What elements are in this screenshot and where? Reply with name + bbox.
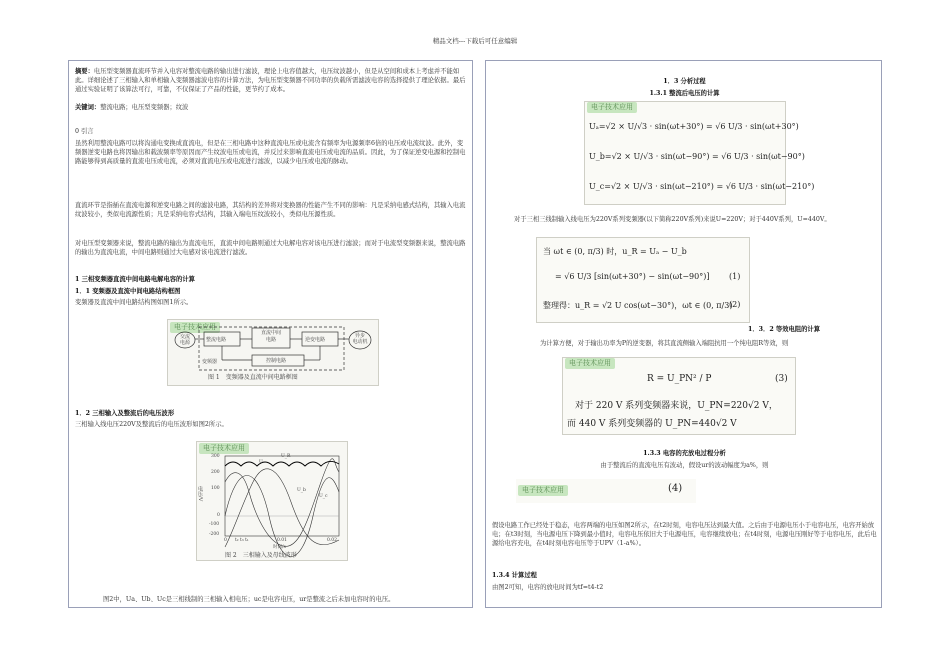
y-tick-200: 200 bbox=[211, 470, 220, 475]
equation-block-b bbox=[536, 237, 750, 323]
equation-3: R = U_PN² / P bbox=[647, 374, 712, 384]
keywords-label: 关键词： bbox=[75, 104, 101, 111]
equation-c-watermark: 电子技术应用 bbox=[565, 358, 615, 369]
equation-2-number: (2) bbox=[729, 300, 741, 309]
motor-label: 异步 电动机 bbox=[352, 333, 368, 345]
ac-source-label: 交流 电源 bbox=[179, 334, 190, 346]
y-tick-neg200: -200 bbox=[209, 532, 220, 537]
section-0-paragraph-3: 对电压型变频器来说，整流电路的输出为直流电压，直流中间电路则通过大电解电容对该电压进行滤波；而对于电流型变频器来说，整流电路的输出为直流电流，中间电路则通过大电感对该电流进行滤波。 bbox=[75, 240, 466, 256]
figure-1-caption: 图 1 变频器及直流中间电路框图 bbox=[208, 374, 298, 381]
y-tick-neg100: -100 bbox=[209, 522, 220, 527]
y-tick-100: 100 bbox=[211, 486, 220, 491]
section-0-paragraph-2: 直流环节是指插在直流电源和逆变电路之间的滤波电路，其结构的差异将对变换器的性能产生不同的影响：凡是采纳电感式结构，其输入电流纹波较小，类似电流源性质；凡是采纳电容式结构，其输入端电压纹波较小，类似电压源性质。 bbox=[75, 202, 466, 218]
x-tick-t: t₂ t₃ t₁ bbox=[235, 538, 249, 543]
equation-upn-440: 而 440 V 系列变频器的 U_PN=440√2 V bbox=[567, 419, 737, 429]
x-tick-001: 0.01 bbox=[277, 538, 288, 543]
keywords-text: 整流电路；电压型变频器；纹波 bbox=[100, 104, 189, 111]
section-1-3-3-text: 由于整流后的直流电压有波动，假设ur的波动幅度为a%，则 bbox=[600, 462, 769, 469]
phase-c-curve bbox=[225, 459, 339, 547]
section-1-2-text: 三相输入线电压220V及整流后的电压波形如图2所示。 bbox=[75, 421, 228, 428]
figure-1-block-diagram bbox=[167, 319, 379, 386]
right-column bbox=[485, 60, 882, 608]
label-ub: U_b bbox=[297, 488, 306, 493]
equation-condition: 当 ωt ∈ (0, π/3) 时，u_R = Uₐ − U_b bbox=[543, 247, 687, 256]
section-1-3-3-title: 1.3.3 电容的充放电过程分析 bbox=[643, 450, 726, 457]
rectified-curve bbox=[225, 461, 339, 466]
left-column bbox=[68, 60, 473, 608]
equation-4-number: (4) bbox=[668, 483, 683, 494]
control-label: 控制电路 bbox=[266, 358, 287, 364]
figure-2-ylabel: 电压/V bbox=[197, 486, 203, 502]
label-ur: U_R bbox=[281, 454, 291, 459]
equation-3-number: (3) bbox=[775, 374, 788, 384]
figure-1-watermark: 电子技术应用 bbox=[170, 322, 220, 333]
x-tick-0: 0 bbox=[224, 538, 227, 543]
section-1-3-3-paragraph-2: 假设电路工作已经处于稳态，电容两端的电压如图2所示，在t2时刻，电容电压达到最大值。之后由于电源电压小于电容电压，电容开始放电；在t3时刻，当电源电压下降到最小值时，电容电压依旧大于电源电压，电容继续放电；在t4时刻，电源电压刚好等于电容电压，此后电源给电容充电，在t4时刻电容电压等于UPV（1-a%）。 bbox=[492, 522, 877, 547]
section-0-title: 0 引言 bbox=[75, 128, 94, 135]
section-1-3-1-title: 1.3.1 整流后电压的计算 bbox=[649, 90, 720, 97]
section-1-1-title: 1．1 变频器及直流中间电路结构框图 bbox=[75, 288, 181, 295]
y-tick-0: 0 bbox=[217, 513, 220, 518]
equation-a-watermark: 电子技术应用 bbox=[587, 102, 637, 113]
equation-upn-220: 对于 220 V 系列变频器来说，U_PN=220√2 V， bbox=[575, 401, 778, 411]
abstract-paragraph bbox=[75, 67, 467, 94]
section-1-1-text: 变频器及直流中间电路结构图如图1所示。 bbox=[75, 299, 193, 306]
phase-b-curve bbox=[225, 469, 339, 547]
page-header: 精品文档---下载后可任意编辑 bbox=[432, 37, 518, 45]
equation-1: = √6 U/3 [sin(ωt+30°) − sin(ωt−90°)] bbox=[555, 272, 710, 281]
section-0-paragraph-1: 虽然利用整流电路可以将沟通电变换成直流电，但是在三相电路中这种直流电压或电流含有频率为电源频率6倍的电压或电流纹波。此外，变频器逆变电路也将因输出和载波频率等原因而产生纹波电压或电流，并反过来影响直流电压或电流的品质。因此，为了保证逆变电源和控制电路能够得到高质量的直流电压或电流，必须对直流电压或电流进行滤波，以减少电压或电流的脉动。 bbox=[75, 140, 466, 165]
equation-ub: U_b=√2 × U/√3 · sin(ωt−90°) = √6 U/3 · sin(ωt−90°) bbox=[589, 152, 805, 161]
figure-2-caption: 图 2 三相输入及母线波形 bbox=[225, 552, 297, 559]
abstract-label: 摘要： bbox=[75, 68, 94, 75]
section-1-3-4-text: 由图2可知，电容的放电时间为tf=t4-t2 bbox=[492, 584, 604, 591]
equation-block-d bbox=[516, 479, 696, 503]
equation-uc: U_c=√2 × U/√3 · sin(ωt−210°) = √6 U/3 · sin(ωt−210°) bbox=[589, 182, 815, 191]
vfd-label: 变频器 bbox=[202, 359, 218, 365]
figure-2-waveform bbox=[196, 441, 348, 561]
x-tick-002: 0.02 bbox=[327, 538, 338, 543]
equation-1-number: (1) bbox=[729, 272, 741, 281]
figure-2-watermark: 电子技术应用 bbox=[199, 443, 249, 454]
section-1-3-4-title: 1.3.4 计算过程 bbox=[492, 572, 537, 579]
figure-2-svg bbox=[197, 442, 347, 560]
voltage-series-text: 对于三相三线制输入线电压为220V系列变频器(以下简称220V系列)来说U=220V；对于440V系列，U=440V。 bbox=[514, 216, 831, 223]
abstract-text: 电压型变频器直流环节并入电容对整流电路的输出进行滤波，理论上电容值越大，电压纹波越小，但是从空间和成本上考虑并不能如此。详细论述了三相输入和单相输入变频器滤波电容的计算方法，为电压型变频器不同功率的负载所需滤波电容的选择提供了理论依据。最后通过实验证明了该算法可行，可靠，不仅保证了产品的性能，更节约了成本。 bbox=[75, 68, 466, 93]
figure-2-xlabel: 时间/s bbox=[273, 545, 286, 550]
section-1-3-title: 1．3 分析过程 bbox=[663, 78, 706, 85]
figure-2-description: 图2中，Ua、Ub、Uc是三相线制的三相输入相电压；uc是电容电压，ur是整流之后未加电容时的电压。 bbox=[103, 596, 395, 603]
keywords-paragraph bbox=[75, 103, 467, 112]
section-1-3-2-text: 为计算方便，对于输出功率为P的逆变器，将其直流侧输入端阻抗用一个纯电阻R等效，则 bbox=[540, 340, 789, 347]
equation-d-watermark: 电子技术应用 bbox=[518, 485, 568, 496]
rectifier-label: 整流电路 bbox=[206, 337, 227, 343]
label-uc: U_c bbox=[319, 494, 328, 499]
dc-link-label: 直流中间 电路 bbox=[260, 330, 281, 343]
equation-2: 整理得：u_R = √2 U cos(ωt−30°)，ωt ∈ (0, π/3) bbox=[543, 301, 733, 310]
equation-block-c bbox=[562, 357, 796, 435]
label-ua: Uₐ bbox=[259, 460, 265, 465]
section-1-3-2-title: 1．3．2 等效电阻的计算 bbox=[748, 326, 821, 333]
section-1-2-title: 1．2 三相输入及整流后的电压波形 bbox=[75, 410, 175, 417]
equation-block-a bbox=[584, 101, 815, 205]
y-tick-300: 300 bbox=[211, 454, 220, 459]
inverter-label: 逆变电路 bbox=[305, 337, 326, 343]
section-1-title: 1 三相变频器直流中间电路电解电容的计算 bbox=[75, 276, 195, 283]
equation-ua: Uₐ=√2 × U/√3 · sin(ωt+30°) = √6 U/3 · sin(ωt+30°) bbox=[589, 122, 799, 131]
